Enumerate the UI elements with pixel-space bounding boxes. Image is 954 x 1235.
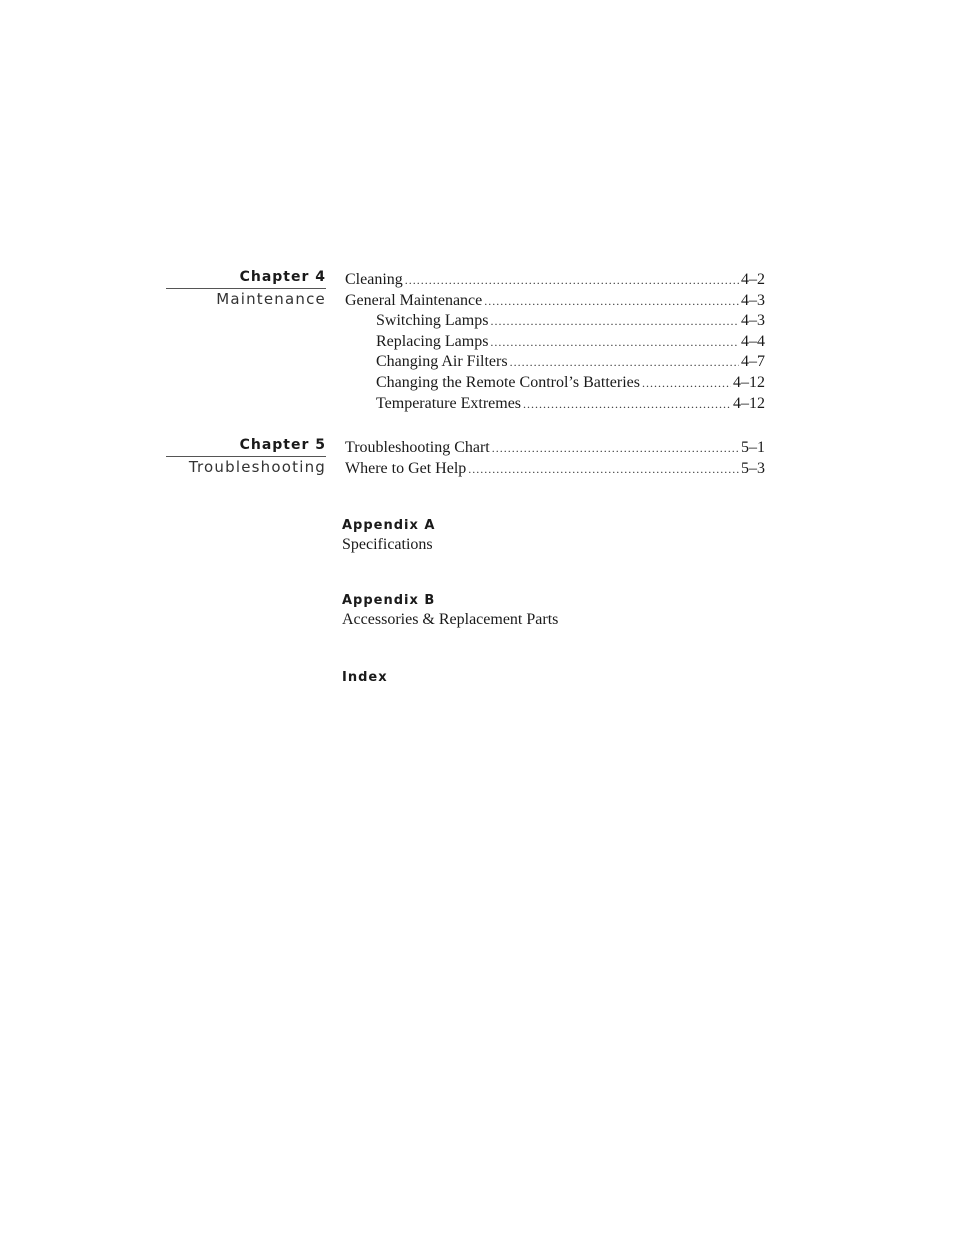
chapter-5-number: Chapter 5 <box>239 437 326 453</box>
toc-entry-title: Where to Get Help <box>345 459 467 477</box>
toc-entry-page: 5–3 <box>741 459 765 477</box>
toc-entry-title: Switching Lamps <box>376 312 489 330</box>
appendix-a-label: Appendix A <box>342 518 436 533</box>
appendix-b-block[interactable] <box>342 592 558 630</box>
chapter-5-toc <box>345 439 765 480</box>
dot-leader <box>468 462 739 477</box>
appendix-b-title: Accessories & Replacement Parts <box>342 611 559 628</box>
chapter-5-heading <box>166 436 326 477</box>
toc-entry-title: Changing the Remote Control’s Batteries <box>376 373 640 391</box>
chapter-4-toc <box>345 271 765 415</box>
toc-entry-page: 5–1 <box>741 439 765 456</box>
index-block[interactable] <box>342 669 388 687</box>
chapter-4-number: Chapter 4 <box>239 269 326 285</box>
toc-entry-cleaning[interactable] <box>345 271 765 292</box>
toc-entry-replacing-lamps[interactable] <box>345 333 765 354</box>
toc-entry-title: Changing Air Filters <box>376 353 508 371</box>
toc-entry-title: Replacing Lamps <box>376 332 489 350</box>
toc-entry-page: 4–7 <box>741 353 765 371</box>
appendix-a-block[interactable] <box>342 517 435 555</box>
index-label: Index <box>342 670 388 685</box>
chapter-5-name: Troubleshooting <box>188 458 326 476</box>
dot-leader <box>642 376 731 391</box>
toc-entry-title: Troubleshooting Chart <box>345 439 490 456</box>
toc-entry-troubleshooting-chart[interactable] <box>345 439 765 460</box>
toc-entry-title: Cleaning <box>345 271 403 288</box>
toc-entry-page: 4–2 <box>741 271 765 288</box>
dot-leader <box>484 294 739 309</box>
chapter-4-name: Maintenance <box>216 290 326 308</box>
toc-entry-page: 4–3 <box>741 312 765 330</box>
toc-entry-title: Temperature Extremes <box>376 394 522 412</box>
appendix-a-title: Specifications <box>342 536 433 553</box>
dot-leader <box>405 273 739 288</box>
appendix-b-label: Appendix B <box>342 593 436 608</box>
toc-entry-title: General Maintenance <box>345 291 483 309</box>
toc-entry-general-maintenance[interactable] <box>345 292 765 313</box>
toc-entry-temperature-extremes[interactable] <box>345 395 765 416</box>
dot-leader <box>490 314 739 329</box>
dot-leader <box>490 335 739 350</box>
toc-entry-page: 4–12 <box>733 373 765 391</box>
dot-leader <box>510 355 739 370</box>
toc-entry-changing-air-filters[interactable] <box>345 353 765 374</box>
dot-leader <box>523 397 731 412</box>
chapter-4-heading <box>166 268 326 309</box>
toc-entry-page: 4–12 <box>733 394 765 412</box>
toc-entry-where-to-get-help[interactable] <box>345 460 765 481</box>
toc-entry-page: 4–3 <box>741 291 765 309</box>
toc-entry-changing-remote-batteries[interactable] <box>345 374 765 395</box>
toc-entry-switching-lamps[interactable] <box>345 312 765 333</box>
toc-entry-page: 4–4 <box>741 332 765 350</box>
dot-leader <box>492 441 739 456</box>
